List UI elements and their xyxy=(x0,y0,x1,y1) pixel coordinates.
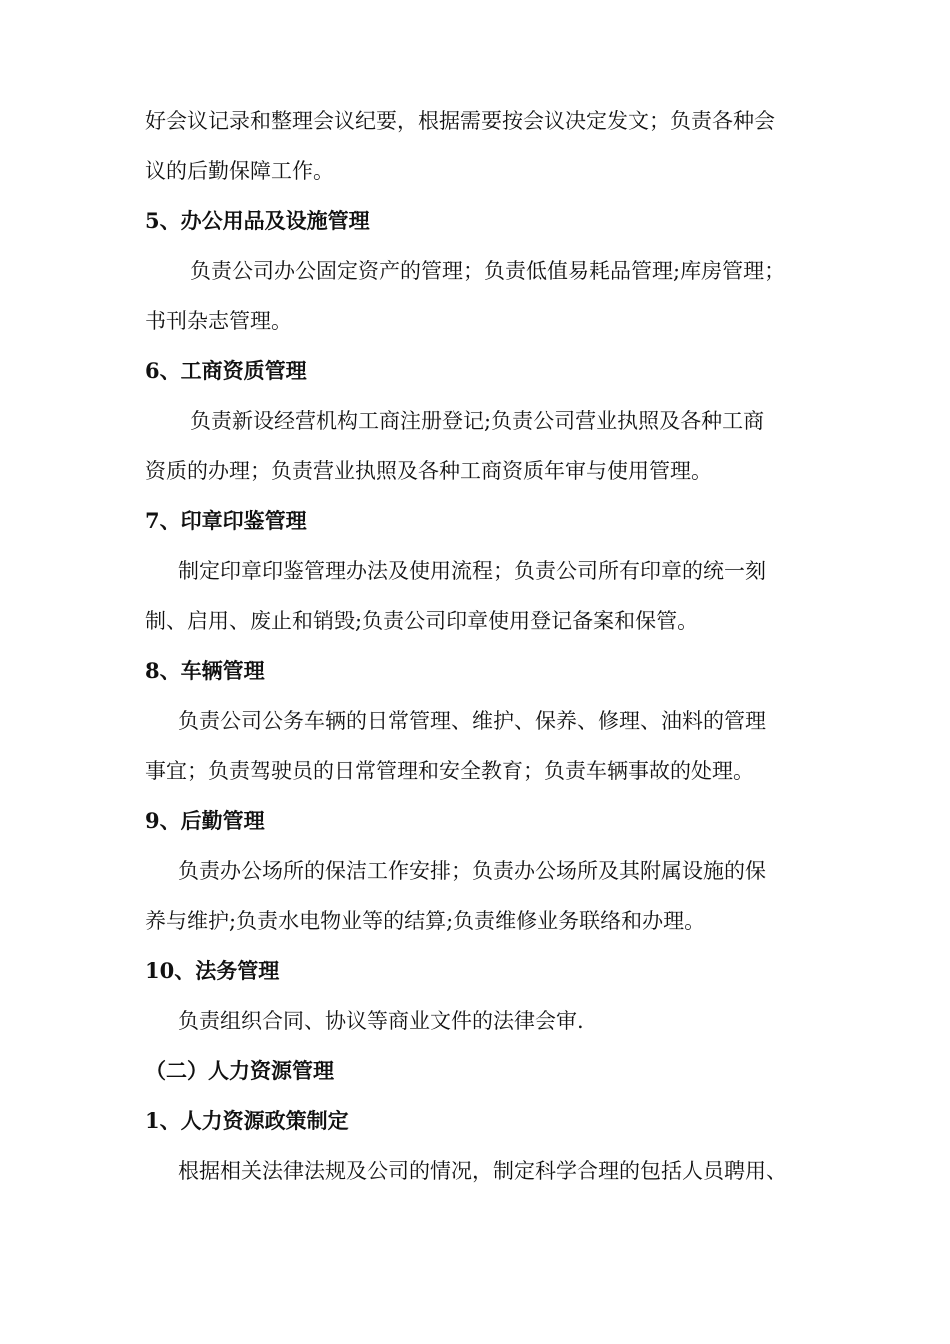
section-heading: 1、人力资源政策制定 xyxy=(145,1108,349,1133)
section-heading: 9、后勤管理 xyxy=(145,808,265,833)
section-heading: 6、工商资质管理 xyxy=(145,358,307,383)
chapter-heading: （二）人力资源管理 xyxy=(145,1058,334,1083)
section-heading: 7、印章印鉴管理 xyxy=(145,508,307,533)
paragraph-line: 负责办公场所的保洁工作安排；负责办公场所及其附属设施的保 xyxy=(178,859,766,883)
paragraph-line: 制定印章印鉴管理办法及使用流程；负责公司所有印章的统一刻 xyxy=(178,559,766,583)
paragraph-line: 负责新设经营机构工商注册登记;负责公司营业执照及各种工商 xyxy=(190,409,765,433)
paragraph-line: 负责公司公务车辆的日常管理、维护、保养、修理、油料的管理 xyxy=(178,709,766,733)
paragraph-line: 根据相关法律法规及公司的情况，制定科学合理的包括人员聘用、 xyxy=(178,1159,787,1183)
section-heading: 8、车辆管理 xyxy=(145,658,265,683)
section-heading: 5、办公用品及设施管理 xyxy=(145,208,370,233)
paragraph-line: 负责组织合同、协议等商业文件的法律会审. xyxy=(178,1009,584,1033)
paragraph-line: 书刊杂志管理。 xyxy=(145,309,292,333)
paragraph-line: 养与维护;负责水电物业等的结算;负责维修业务联络和办理。 xyxy=(145,909,706,933)
paragraph-line: 资质的办理；负责营业执照及各种工商资质年审与使用管理。 xyxy=(145,459,712,483)
paragraph-line: 好会议记录和整理会议纪要，根据需要按会议决定发文；负责各种会 xyxy=(145,109,775,133)
paragraph-line: 议的后勤保障工作。 xyxy=(145,159,334,183)
paragraph-line: 制、启用、废止和销毁;负责公司印章使用登记备案和保管。 xyxy=(145,609,699,633)
paragraph-line: 负责公司办公固定资产的管理；负责低值易耗品管理;库房管理； xyxy=(190,259,786,283)
paragraph-line: 事宜；负责驾驶员的日常管理和安全教育；负责车辆事故的处理。 xyxy=(145,759,754,783)
section-heading: 10、法务管理 xyxy=(145,958,280,983)
